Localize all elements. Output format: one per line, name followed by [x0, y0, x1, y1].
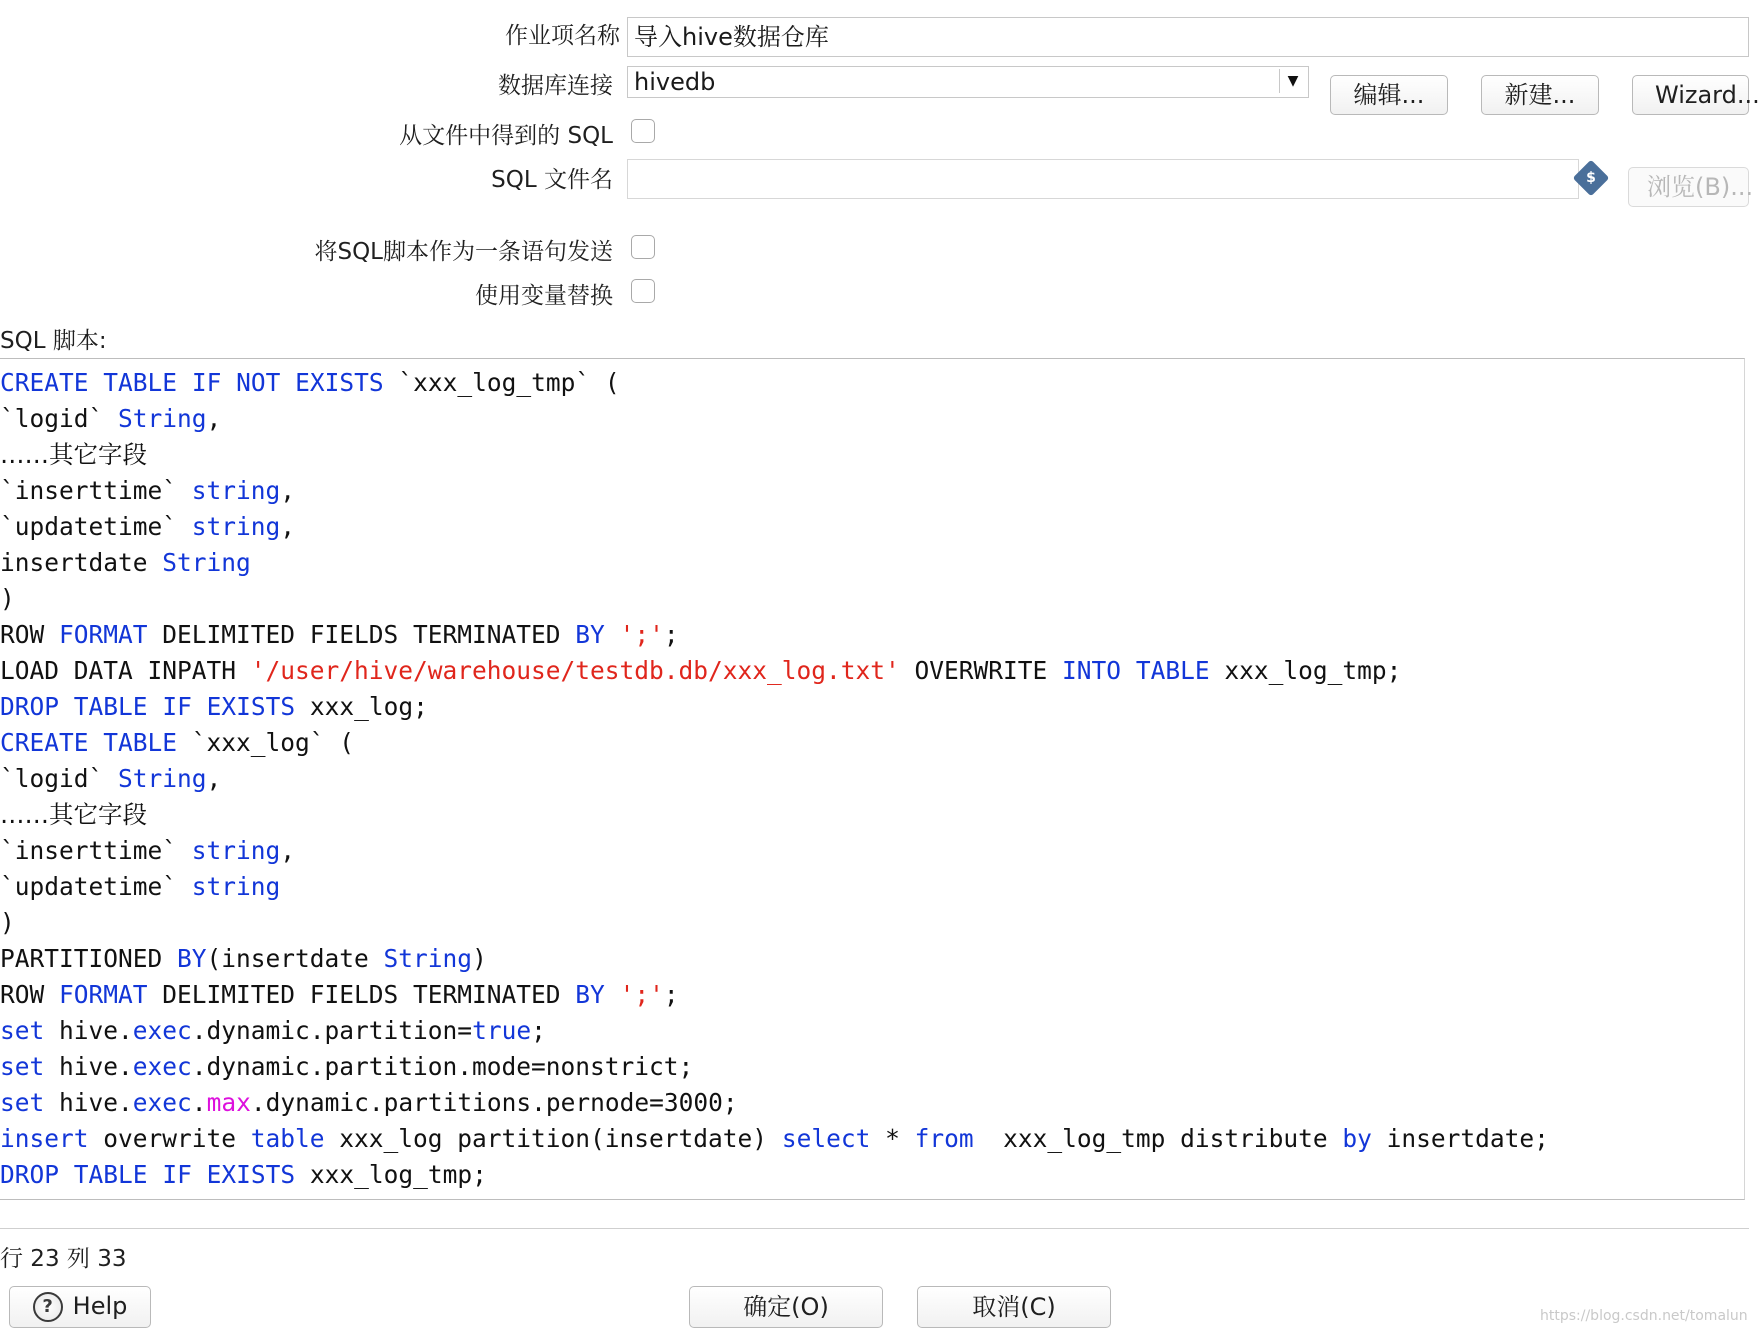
code-token: select [781, 1124, 871, 1153]
code-line[interactable] [0, 725, 1744, 761]
code-line[interactable] [0, 1157, 1744, 1193]
code-token: ';' [619, 980, 664, 1009]
code-token: ROW [0, 980, 60, 1009]
code-token: set [0, 1088, 45, 1117]
variable-diamond-icon[interactable] [1573, 160, 1610, 197]
code-token [221, 368, 236, 397]
code-token: , [280, 476, 296, 505]
code-token: String [118, 764, 207, 793]
code-line[interactable] [0, 1049, 1744, 1085]
code-line[interactable] [0, 797, 1744, 833]
code-token: IF [162, 692, 192, 721]
code-token [148, 692, 163, 721]
code-token: TABLE [103, 368, 178, 397]
code-token: BY [177, 944, 207, 973]
sql-script-label: SQL 脚本: [0, 328, 107, 354]
code-line[interactable] [0, 545, 1744, 581]
code-line[interactable] [0, 1013, 1744, 1049]
code-line[interactable] [0, 401, 1744, 437]
code-token [89, 368, 104, 397]
code-line[interactable] [0, 437, 1744, 473]
code-token: LOAD DATA INPATH [0, 656, 251, 685]
code-token: ; [663, 620, 679, 649]
code-token: hive. [44, 1088, 133, 1117]
wizard-button[interactable]: Wizard... [1632, 75, 1749, 115]
code-token: hive. [44, 1052, 133, 1081]
new-button[interactable]: 新建... [1481, 75, 1599, 115]
code-token: `logid` [0, 404, 119, 433]
code-line[interactable] [0, 617, 1744, 653]
code-line[interactable] [0, 653, 1744, 689]
code-token: string [191, 476, 281, 505]
code-line[interactable] [0, 905, 1744, 941]
code-token [605, 620, 620, 649]
code-token: * [870, 1124, 915, 1153]
code-token: ; [663, 980, 679, 1009]
code-token: `xxx_log_tmp` ( [383, 368, 620, 397]
code-token: set [0, 1052, 45, 1081]
code-token [192, 692, 207, 721]
code-token: `inserttime` [0, 476, 192, 505]
code-line[interactable] [0, 473, 1744, 509]
code-token: set [0, 1016, 45, 1045]
code-token: ';' [619, 620, 664, 649]
cursor-position: 行 23 列 33 [0, 1246, 127, 1272]
status-bar [0, 1228, 1749, 1231]
code-token: String [383, 944, 473, 973]
code-token: EXISTS [295, 368, 384, 397]
code-token: , [206, 764, 222, 793]
code-token: .dynamic.partition= [191, 1016, 473, 1045]
code-token [59, 1160, 74, 1189]
code-line[interactable] [0, 833, 1744, 869]
code-token: max [206, 1088, 251, 1117]
code-token: .dynamic.partitions.pernode=3000; [250, 1088, 738, 1117]
code-token: overwrite [88, 1124, 251, 1153]
help-button[interactable] [9, 1286, 151, 1328]
code-token [192, 1160, 207, 1189]
code-line[interactable] [0, 941, 1744, 977]
sql-filename-label: SQL 文件名 [491, 167, 613, 193]
variable-icon-glyph: $ [1586, 170, 1596, 186]
code-token: String [118, 404, 207, 433]
code-token [148, 1160, 163, 1189]
code-line[interactable] [0, 761, 1744, 797]
dropdown-arrow-icon[interactable]: ▼ [1279, 69, 1306, 93]
code-token [605, 980, 620, 1009]
code-token: `updatetime` [0, 512, 192, 541]
code-token: DROP [0, 692, 60, 721]
code-token: insertdate [0, 548, 163, 577]
job-name-label: 作业项名称 [505, 23, 620, 49]
code-token: string [191, 836, 281, 865]
code-token: PARTITIONED [0, 944, 178, 973]
code-token: from [914, 1124, 974, 1153]
code-line[interactable] [0, 509, 1744, 545]
code-token: ) [0, 908, 15, 937]
code-token: , [280, 836, 296, 865]
help-icon: ? [33, 1292, 63, 1322]
code-token: DELIMITED FIELDS TERMINATED [147, 980, 576, 1009]
code-token [59, 692, 74, 721]
code-token: BY [575, 620, 605, 649]
code-token: xxx_log partition(insertdate) [324, 1124, 782, 1153]
use-variable-substitution-label: 使用变量替换 [475, 283, 613, 309]
code-token: exec [132, 1088, 192, 1117]
code-token: String [162, 548, 251, 577]
help-label: Help [72, 1292, 128, 1320]
code-token: `updatetime` [0, 872, 192, 901]
code-line[interactable] [0, 581, 1744, 617]
watermark: https://blog.csdn.net/tomalun [1540, 1308, 1748, 1324]
code-token: EXISTS [206, 1160, 296, 1189]
code-token: ROW [0, 620, 60, 649]
code-token: ……其它字段 [0, 800, 147, 829]
code-token [1121, 656, 1136, 685]
code-token: .dynamic.partition.mode=nonstrict; [191, 1052, 694, 1081]
job-name-input[interactable]: 导入hive数据仓库 [627, 17, 1749, 57]
code-token: IF [191, 368, 222, 397]
code-token: FORMAT [59, 620, 148, 649]
code-token: FORMAT [59, 980, 148, 1009]
code-token: ) [472, 944, 487, 973]
code-token: DROP [0, 1160, 60, 1189]
browse-button[interactable]: 浏览(B)... [1628, 167, 1749, 207]
code-token: TABLE [73, 1160, 148, 1189]
code-token: insert [0, 1124, 89, 1153]
edit-button[interactable]: 编辑... [1330, 75, 1448, 115]
code-token [177, 368, 192, 397]
code-token: string [191, 512, 281, 541]
code-token: CREATE [0, 368, 89, 397]
code-token: . [191, 1088, 207, 1117]
code-token: xxx_log_tmp; [295, 1160, 487, 1189]
code-token: OVERWRITE [899, 656, 1063, 685]
code-token: IF [162, 1160, 192, 1189]
code-token: (insertdate [206, 944, 384, 973]
sql-from-file-checkbox[interactable] [631, 119, 655, 143]
send-as-single-checkbox[interactable] [631, 235, 655, 259]
code-token: TABLE [103, 728, 178, 757]
use-variable-substitution-checkbox[interactable] [631, 279, 655, 303]
ok-button[interactable]: 确定(O) [689, 1286, 883, 1328]
code-line[interactable] [0, 689, 1744, 725]
code-token: ……其它字段 [0, 440, 147, 469]
code-token [89, 728, 104, 757]
code-token: hive. [44, 1016, 133, 1045]
code-token: by [1342, 1124, 1372, 1153]
code-token: string [191, 872, 281, 901]
code-token: insertdate; [1371, 1124, 1549, 1153]
code-line[interactable] [0, 977, 1744, 1013]
code-token: ) [0, 584, 15, 613]
code-token: EXISTS [206, 692, 296, 721]
code-token: , [206, 404, 222, 433]
code-line[interactable] [0, 869, 1744, 905]
sql-script-editor[interactable] [0, 358, 1745, 1200]
code-token: , [280, 512, 296, 541]
db-connection-select[interactable] [627, 66, 1309, 98]
code-token: `logid` [0, 764, 119, 793]
code-token: table [250, 1124, 325, 1153]
sql-code[interactable] [0, 359, 1744, 1193]
code-token: true [472, 1016, 532, 1045]
code-token: xxx_log_tmp; [1209, 656, 1402, 685]
code-token: BY [575, 980, 605, 1009]
cancel-button[interactable]: 取消(C) [917, 1286, 1111, 1328]
code-token: '/user/hive/warehouse/testdb.db/xxx_log.txt' [250, 656, 900, 685]
code-line[interactable] [0, 1121, 1744, 1157]
code-token: INTO [1062, 656, 1122, 685]
code-token: exec [132, 1016, 192, 1045]
sql-filename-input[interactable] [627, 159, 1579, 199]
code-token: `inserttime` [0, 836, 192, 865]
code-token [280, 368, 295, 397]
code-token: DELIMITED FIELDS TERMINATED [147, 620, 576, 649]
code-token: exec [132, 1052, 192, 1081]
db-connection-value: hivedb [634, 68, 716, 96]
code-token: TABLE [73, 692, 148, 721]
code-token: NOT [236, 368, 281, 397]
code-token: TABLE [1135, 656, 1210, 685]
code-token: xxx_log; [295, 692, 428, 721]
code-line[interactable] [0, 1085, 1744, 1121]
code-token: `xxx_log` ( [177, 728, 355, 757]
code-token: CREATE [0, 728, 89, 757]
db-connection-label: 数据库连接 [498, 73, 613, 99]
code-line[interactable] [0, 365, 1744, 401]
code-token: xxx_log_tmp distribute [973, 1124, 1343, 1153]
send-as-single-label: 将SQL脚本作为一条语句发送 [314, 239, 613, 265]
sql-from-file-label: 从文件中得到的 SQL [399, 123, 613, 149]
code-token: ; [531, 1016, 546, 1045]
